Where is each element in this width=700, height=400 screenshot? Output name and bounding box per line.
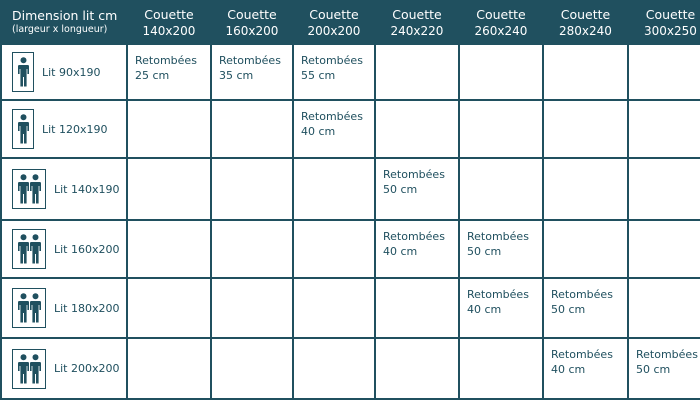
- overhang-label: Retombées: [135, 54, 197, 67]
- double-bed-persons-icon: [12, 349, 46, 389]
- overhang-label: Retombées: [467, 288, 529, 301]
- overhang-cell: [376, 101, 458, 157]
- row-header: [2, 101, 126, 157]
- overhang-cell: [460, 221, 542, 277]
- overhang-cell: [212, 279, 292, 337]
- single-bed-person-icon: [12, 109, 34, 149]
- overhang-cell: [544, 279, 627, 337]
- overhang-label: Retombées: [301, 54, 363, 67]
- header-column-title: Couette: [227, 7, 277, 22]
- person-figure-icon: [30, 354, 41, 384]
- overhang-cell: [212, 45, 292, 99]
- overhang-cell: [294, 279, 374, 337]
- overhang-value: 25 cm: [135, 69, 170, 82]
- header-column-size: 240x220: [390, 24, 444, 38]
- header-column-title: Couette: [392, 7, 442, 22]
- bed-size-label: Lit 120x190: [42, 122, 108, 136]
- overhang-cell: [544, 159, 627, 219]
- overhang-cell: [128, 279, 210, 337]
- overhang-cell: [460, 101, 542, 157]
- overhang-cell: [460, 45, 542, 99]
- overhang-cell: [294, 339, 374, 398]
- double-bed-persons-icon: [12, 169, 46, 209]
- overhang-cell: [128, 339, 210, 398]
- header-column-size: 160x200: [225, 24, 279, 38]
- bed-size-label: Lit 140x190: [54, 182, 120, 196]
- overhang-cell: [212, 339, 292, 398]
- header-column: [128, 0, 210, 43]
- overhang-value: 40 cm: [467, 303, 502, 316]
- overhang-value: 50 cm: [467, 245, 502, 258]
- overhang-cell: [128, 101, 210, 157]
- overhang-cell: [629, 339, 700, 398]
- overhang-cell: [294, 101, 374, 157]
- overhang-cell: [376, 221, 458, 277]
- row-header: [2, 45, 126, 99]
- header-column-title: Couette: [476, 7, 526, 22]
- overhang-cell: [544, 101, 627, 157]
- overhang-cell: [212, 101, 292, 157]
- overhang-label: Retombées: [551, 348, 613, 361]
- row-header: [2, 339, 126, 398]
- overhang-cell: [376, 279, 458, 337]
- person-figure-icon: [18, 174, 29, 204]
- person-figure-icon: [30, 293, 41, 323]
- overhang-cell: [376, 339, 458, 398]
- person-figure-icon: [30, 234, 41, 264]
- header-column-title: Couette: [144, 7, 194, 22]
- overhang-cell: [376, 159, 458, 219]
- row-header: [2, 159, 126, 219]
- header-column-size: 140x200: [142, 24, 196, 38]
- overhang-label: Retombées: [383, 168, 445, 181]
- overhang-value: 50 cm: [551, 303, 586, 316]
- header-column-size: 200x200: [307, 24, 361, 38]
- bed-size-label: Lit 200x200: [54, 362, 120, 375]
- overhang-cell: [376, 45, 458, 99]
- person-figure-icon: [18, 234, 29, 264]
- bed-size-label: Lit 160x200: [54, 242, 120, 256]
- overhang-value: 50 cm: [636, 363, 671, 376]
- overhang-cell: [629, 45, 700, 99]
- header-column: [212, 0, 292, 43]
- single-bed-person-icon: [12, 52, 34, 92]
- double-bed-persons-icon: [12, 229, 46, 269]
- header-bed-dimension-subtitle: (largeur x longueur): [12, 24, 108, 35]
- overhang-cell: [128, 221, 210, 277]
- overhang-label: Retombées: [551, 288, 613, 301]
- overhang-label: Retombées: [301, 110, 363, 123]
- person-figure-icon: [18, 354, 29, 384]
- overhang-cell: [544, 221, 627, 277]
- overhang-cell: [629, 221, 700, 277]
- header-column-title: Couette: [309, 7, 359, 22]
- overhang-value: 55 cm: [301, 69, 336, 82]
- header-column-title: Couette: [645, 7, 696, 22]
- overhang-cell: [544, 45, 627, 99]
- row-header: [2, 279, 126, 337]
- header-column-size: 300x250: [644, 24, 697, 38]
- overhang-cell: [460, 159, 542, 219]
- row-header: [2, 221, 126, 277]
- person-figure-icon: [18, 293, 29, 323]
- header-column: [544, 0, 627, 43]
- person-figure-icon: [18, 114, 29, 144]
- overhang-cell: [294, 45, 374, 99]
- overhang-cell: [212, 221, 292, 277]
- overhang-cell: [128, 159, 210, 219]
- overhang-value: 40 cm: [301, 125, 336, 138]
- overhang-cell: [629, 159, 700, 219]
- overhang-cell: [460, 339, 542, 398]
- overhang-cell: [629, 279, 700, 337]
- overhang-cell: [294, 159, 374, 219]
- overhang-value: 40 cm: [383, 245, 418, 258]
- person-figure-icon: [30, 174, 41, 204]
- header-column: [294, 0, 374, 43]
- overhang-label: Retombées: [383, 230, 445, 243]
- header-bed-dimension-title: Dimension lit cm: [12, 8, 118, 23]
- overhang-value: 40 cm: [551, 363, 586, 376]
- bed-size-label: Lit 90x190: [42, 65, 101, 79]
- overhang-cell: [544, 339, 627, 398]
- header-column-title: Couette: [560, 7, 611, 22]
- header-column: [460, 0, 542, 43]
- double-bed-persons-icon: [12, 288, 46, 328]
- overhang-label: Retombées: [636, 348, 698, 361]
- overhang-cell: [460, 279, 542, 337]
- overhang-cell: [629, 101, 700, 157]
- overhang-value: 35 cm: [219, 69, 254, 82]
- overhang-value: 50 cm: [383, 183, 418, 196]
- header-column-size: 260x240: [474, 24, 528, 38]
- overhang-cell: [294, 221, 374, 277]
- header-column: [376, 0, 458, 43]
- overhang-cell: [128, 45, 210, 99]
- overhang-label: Retombées: [467, 230, 529, 243]
- overhang-cell: [212, 159, 292, 219]
- header-bed-dimension: [2, 0, 126, 43]
- person-figure-icon: [18, 57, 29, 87]
- header-column: [629, 0, 700, 43]
- bed-size-label: Lit 180x200: [54, 301, 120, 315]
- header-column-size: 280x240: [559, 24, 612, 38]
- overhang-label: Retombées: [219, 54, 281, 67]
